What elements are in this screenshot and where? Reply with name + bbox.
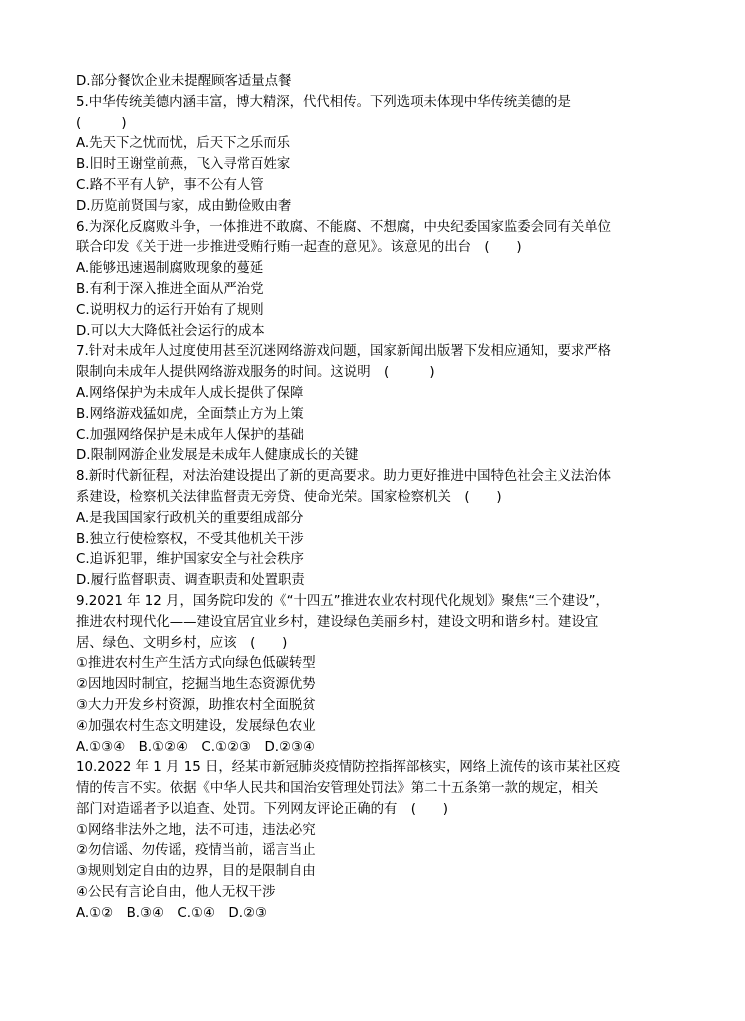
answer-blank: ( ) bbox=[76, 115, 127, 131]
statement-line: ③规则划定自由的边界，目的是限制自由 bbox=[76, 864, 316, 880]
option-line: B.独立行使检察权，不受其他机关干涉 bbox=[76, 531, 304, 547]
question-9-stem: 9.2021 年 12 月，国务院印发的《“十四五”推进农业农村现代化规划》聚焦“三个建设”， bbox=[76, 593, 609, 609]
option-line: A.网络保护为未成年人成长提供了保障 bbox=[76, 385, 304, 401]
statement-line: ①推进农村生产生活方式向绿色低碳转型 bbox=[76, 656, 316, 672]
question-8-stem-cont: 系建设，检察机关法律监督责无旁贷、使命光荣。国家检察机关 ( ) bbox=[76, 489, 502, 505]
option-line: C.说明权力的运行开始有了规则 bbox=[76, 302, 264, 318]
question-7-stem-cont: 限制向未成年人提供网络游戏服务的时间。这说明 ( ) bbox=[76, 365, 435, 381]
option-line: D.限制网游企业发展是未成年人健康成长的关键 bbox=[76, 448, 359, 464]
question-6-stem-cont: 联合印发《关于进一步推进受贿行贿一起查的意见》。该意见的出台 ( ) bbox=[76, 240, 522, 256]
question-7-stem: 7.针对未成年人过度使用甚至沉迷网络游戏问题，国家新闻出版署下发相应通知，要求严格 bbox=[76, 344, 612, 360]
choices-line: A.①② B.③④ C.①④ D.②③ bbox=[76, 905, 268, 921]
option-line: A.能够迅速遏制腐败现象的蔓延 bbox=[76, 261, 264, 277]
statement-line: ③大力开发乡村资源，助推农村全面脱贫 bbox=[76, 697, 316, 713]
option-line: C.加强网络保护是未成年人保护的基础 bbox=[76, 427, 304, 443]
option-line: A.先天下之忧而忧，后天下之乐而乐 bbox=[76, 136, 291, 152]
option-line: C.追诉犯罪，维护国家安全与社会秩序 bbox=[76, 552, 304, 568]
choices-line: A.①③④ B.①②④ C.①②③ D.②③④ bbox=[76, 739, 316, 755]
question-5-stem: 5.中华传统美德内涵丰富，博大精深，代代相传。下列选项未体现中华传统美德的是 bbox=[76, 94, 571, 110]
statement-line: ①网络非法外之地，法不可违，违法必究 bbox=[76, 822, 316, 838]
question-6-stem: 6.为深化反腐败斗争，一体推进不敢腐、不能腐、不想腐，中央纪委国家监委会同有关单位 bbox=[76, 219, 612, 235]
question-9-stem-cont: 推进农村现代化——建设宜居宜业乡村，建设绿色美丽乡村，建设文明和谐乡村。建设宜 bbox=[76, 614, 599, 630]
question-10-stem-cont: 部门对造谣者予以追查、处罚。下列网友评论正确的有 ( ) bbox=[76, 801, 448, 817]
option-line: C.路不平有人铲，事不公有人管 bbox=[76, 177, 264, 193]
question-8-stem: 8.新时代新征程，对法治建设提出了新的更高要求。助力更好推进中国特色社会主义法治体 bbox=[76, 469, 612, 485]
option-line: D.履行监督职责、调查职责和处置职责 bbox=[76, 573, 305, 589]
option-line: B.有利于深入推进全面从严治党 bbox=[76, 281, 264, 297]
statement-line: ④公民有言论自由，他人无权干涉 bbox=[76, 885, 276, 901]
statement-line: ②因地因时制宜，挖掘当地生态资源优势 bbox=[76, 677, 316, 693]
document-body bbox=[76, 72, 676, 925]
option-line: D.部分餐饮企业未提醒顾客适量点餐 bbox=[76, 74, 292, 89]
option-line: D.历览前贤国与家，成由勤俭败由奢 bbox=[76, 198, 292, 214]
statement-line: ②勿信谣、勿传谣，疫情当前，谣言当止 bbox=[76, 843, 316, 859]
statement-line: ④加强农村生态文明建设，发展绿色农业 bbox=[76, 718, 316, 734]
option-line: B.网络游戏猛如虎，全面禁止方为上策 bbox=[76, 406, 304, 422]
question-10-stem: 10.2022 年 1 月 15 日，经某市新冠肺炎疫情防控指挥部核实，网络上流传的该市某社区疫 bbox=[76, 760, 621, 776]
option-line: D.可以大大降低社会运行的成本 bbox=[76, 323, 265, 339]
question-10-stem-cont: 情的传言不实。依据《中华人民共和国治安管理处罚法》第二十五条第一款的规定，相关 bbox=[76, 781, 599, 797]
option-line: A.是我国国家行政机关的重要组成部分 bbox=[76, 510, 304, 526]
question-9-stem-cont: 居、绿色、文明乡村，应该 ( ) bbox=[76, 635, 288, 651]
option-line: B.旧时王谢堂前燕，飞入寻常百姓家 bbox=[76, 157, 291, 173]
